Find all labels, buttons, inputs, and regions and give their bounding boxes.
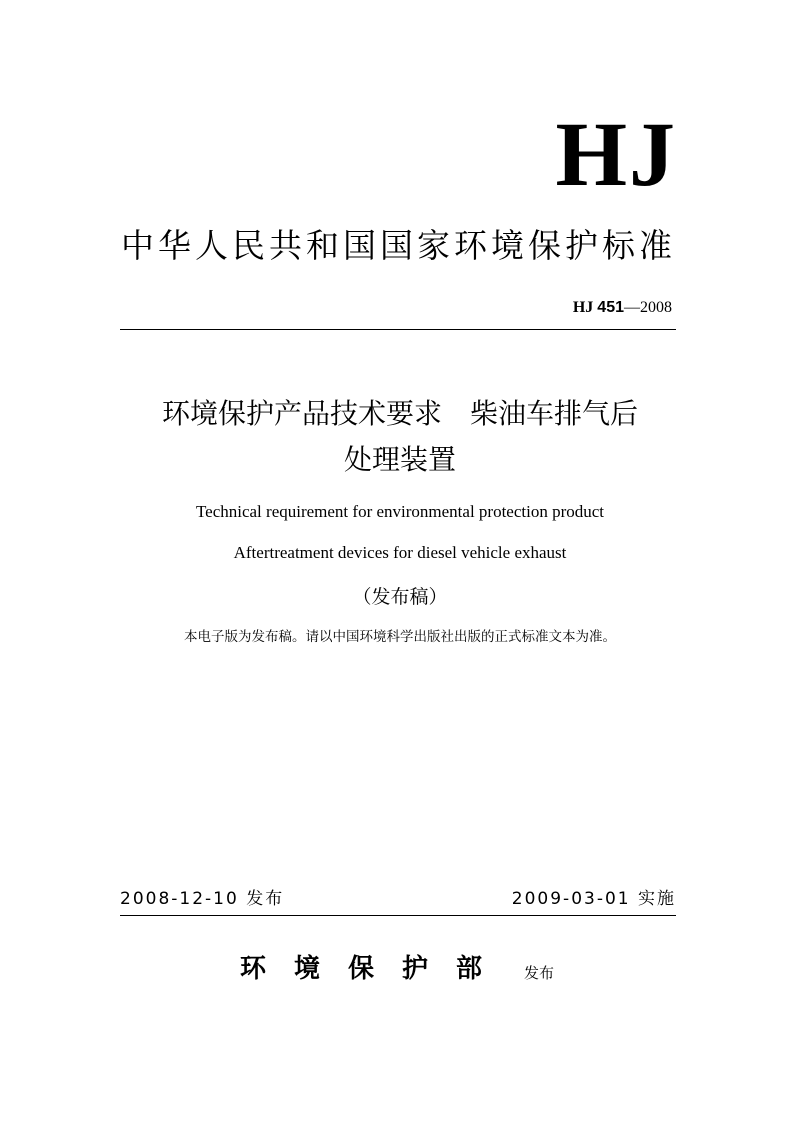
footer-divider: [120, 915, 676, 916]
issuing-authority-suffix: 发布: [524, 964, 555, 982]
standard-number-separator: —: [624, 299, 640, 316]
standard-serial-number: 451: [597, 299, 624, 316]
issue-date: 2008-12-10 发布: [120, 889, 285, 909]
standard-year: 2008: [640, 299, 672, 316]
header-divider: [120, 329, 676, 330]
standard-code: HJ: [572, 299, 594, 316]
issuing-authority: 环境保护部: [240, 954, 511, 984]
draft-label: （发布稿）: [352, 586, 448, 608]
national-standard-title: 中华人民共和国国家环境保护标准: [121, 226, 673, 265]
english-title-line-1: Technical requirement for environmental protection product: [195, 502, 605, 521]
implementation-date: 2009-03-01 实施: [511, 889, 676, 909]
english-title-line-2: Aftertreatment devices for diesel vehicle exhaust: [233, 543, 567, 562]
chinese-title-line-2: 处理装置: [343, 443, 456, 476]
chinese-title-line-1: 环境保护产品技术要求 柴油车排气后: [161, 397, 638, 430]
standard-number: [573, 298, 672, 318]
edition-notice: 本电子版为发布稿。请以中国环境科学出版社出版的正式标准文本为准。: [184, 629, 616, 645]
standard-logo: HJ: [555, 103, 677, 205]
